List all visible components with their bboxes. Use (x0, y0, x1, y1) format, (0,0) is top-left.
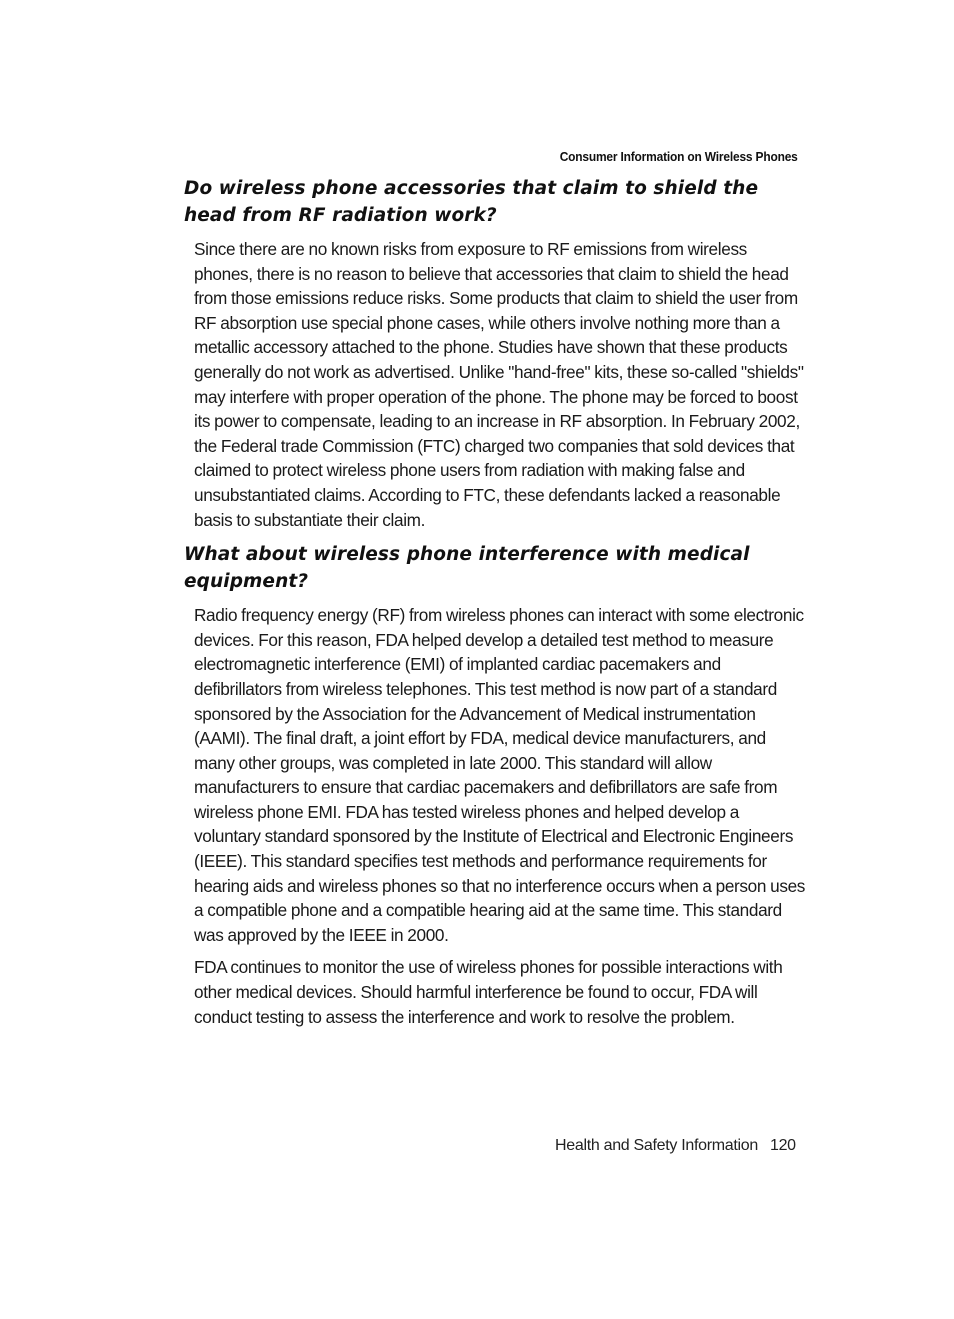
running-footer (555, 1137, 796, 1155)
footer-section-name: Health and Safety Information (555, 1137, 758, 1154)
body-paragraph: FDA continues to monitor the use of wireless phones for possible interactions with other medical devices. Should harmful interference be found to occur, FDA will conduct testing to assess the interference and work to resolve the problem. (194, 957, 783, 1027)
body-paragraph: Radio frequency energy (RF) from wireless phones can interact with some electronic devices. For this reason, FDA helped develop a detailed test method to measure electromagnetic interference (EMI) of implanted cardiac pacemakers and defibrillators from wireless telephones. This test method is now part of a standard sponsored by the Association for the Advancement of Medical instrumentation (AAMI). The final draft, a joint effort by FDA, medical device manufacturers, and many other groups, was completed in late 2000. This standard will allow manufacturers to ensure that cardiac pacemakers and defibrillators are safe from wireless phone EMI. FDA has tested wireless phones and helped develop a voluntary standard sponsored by the Institute of Electrical and Electronic Engineers (IEEE). This standard specifies test methods and performance requirements for hearing aids and wireless phones so that no interference occurs when a person uses a compatible phone and a compatible hearing aid at the same time. This standard was approved by the IEEE in 2000. (194, 605, 806, 945)
section-medical-interference (184, 542, 804, 1029)
page-content (184, 176, 804, 1037)
running-header: Consumer Information on Wireless Phones (560, 149, 798, 164)
section-heading: Do wireless phone accessories that claim to shield the head from RF radiation work? (184, 178, 759, 226)
page-number: 120 (769, 1137, 796, 1154)
section-heading: What about wireless phone interference with medical equipment? (184, 544, 750, 592)
section-shield-accessories (184, 176, 804, 532)
body-paragraph: Since there are no known risks from exposure to RF emissions from wireless phones, there is no reason to believe that accessories that claim to shield the head from those emissions reduce risks. Some products that claim to shield the user from RF absorption use special phone cases, while others involve nothing more than a metallic accessory attached to the phone. Studies have shown that these products generally do not work as advertised. Unlike "hand-free" kits, these so-called "shields" may interfere with proper operation of the phone. The phone may be forced to boost its power to compensate, leading to an increase in RF absorption. In February 2002, the Federal trade Commission (FTC) charged two companies that sold devices that claimed to protect wireless phone users from radiation with making false and unsubstantiated claims. According to FTC, these defendants lacked a reasonable basis to substantiate their claim. (194, 239, 804, 530)
